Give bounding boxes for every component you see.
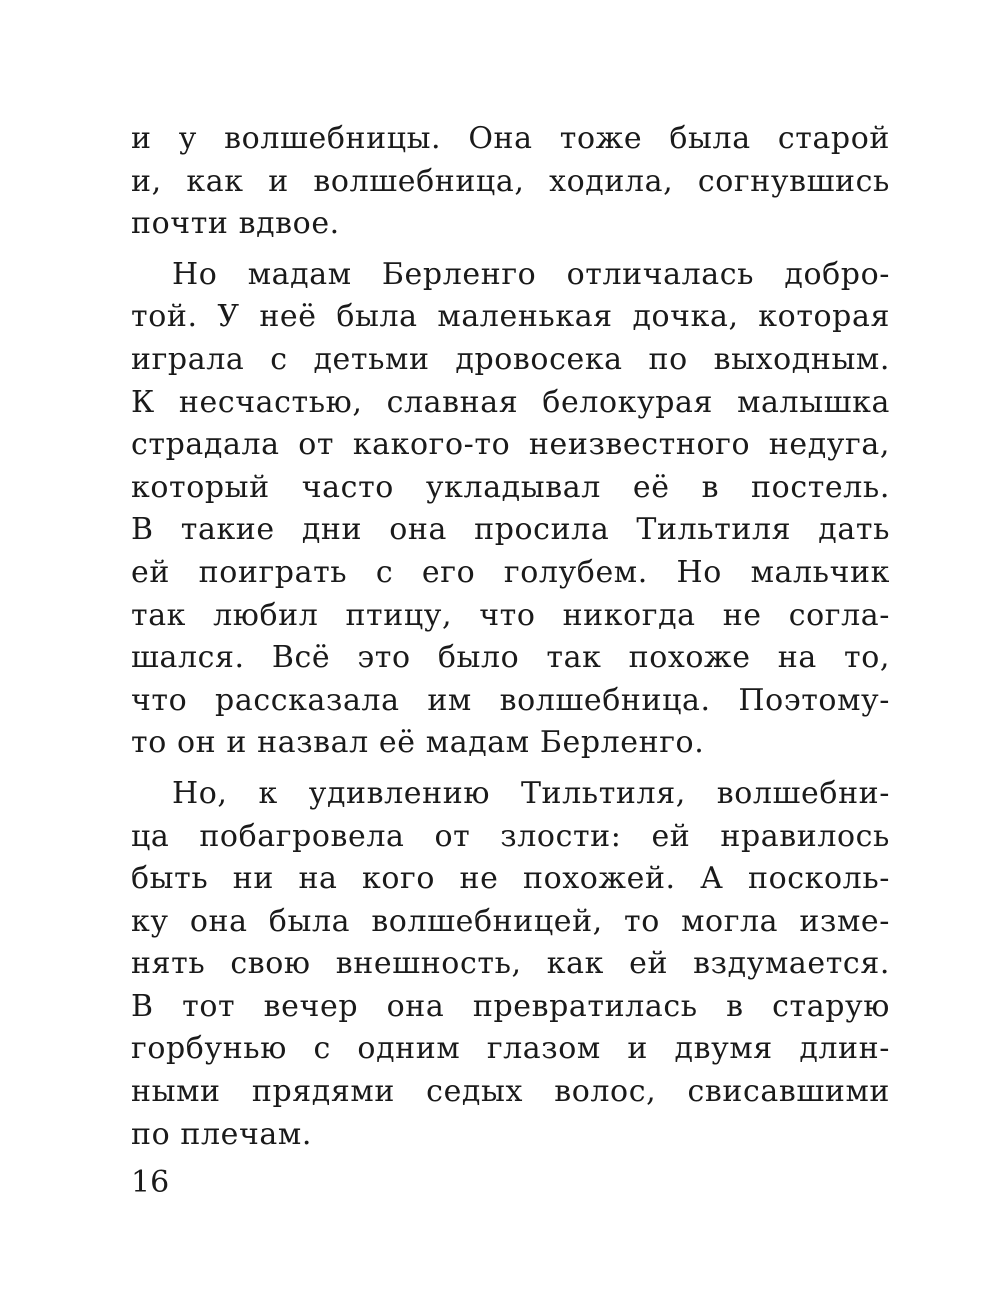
text-line: почти вдвое. [131,206,340,242]
text-line: страдала от какого-то неизвестного недуга, [131,427,890,463]
text-line: играла с детьми дровосека по выходным. [131,341,890,377]
text-line: Но, к удивлению Тильтиля, волшебни- [172,775,890,811]
text-line: и, как и волшебница, ходила, согнувшись [131,163,890,199]
page-number: 16 [131,1165,170,1200]
text-line: ку она была волшебницей, то могла изме- [131,903,890,939]
body-text [131,118,890,1164]
text-line: К несчастью, славная белокурая малышка [131,384,890,420]
text-line: ей поиграть с его голубем. Но мальчик [131,554,890,590]
text-line: Но мадам Берленго отличалась добро- [172,256,890,292]
text-line: шался. Всё это было так похоже на то, [131,640,890,676]
text-line: по плечам. [131,1116,312,1152]
text-line: В такие дни она просила Тильтиля дать [131,512,890,548]
text-line: нять свою внешность, как ей вздумается. [131,946,890,982]
text-line: той. У неё была маленькая дочка, которая [131,299,890,335]
text-line: который часто укладывал её в постель. [131,469,890,505]
paragraph-2 [131,254,890,765]
text-line: ными прядями седых волос, свисавшими [131,1074,890,1110]
text-line: и у волшебницы. Она тоже была старой [131,121,890,156]
text-line: В тот вечер она превратилась в старую [131,988,890,1024]
paragraph-1 [131,118,890,246]
text-line: что рассказала им волшебница. Поэтому- [131,682,890,718]
text-line: ца побагровела от злости: ей нравилось [131,818,890,854]
text-line: так любил птицу, что никогда не согла- [131,597,890,633]
text-line: быть ни на кого не похожей. А посколь- [131,861,890,897]
paragraph-3 [131,773,890,1156]
text-line: то он и назвал её мадам Берленго. [131,725,705,761]
text-line: горбунью с одним глазом и двумя длин- [131,1031,890,1067]
